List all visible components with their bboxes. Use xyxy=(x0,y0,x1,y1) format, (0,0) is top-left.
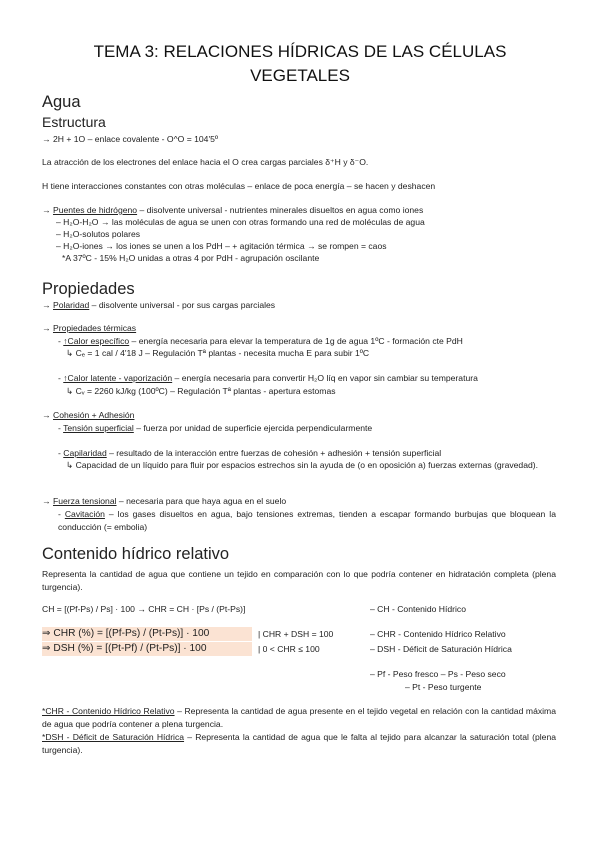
fuerza-tensional-description: – necesaria para que haya agua en el suelo xyxy=(116,496,287,506)
puentes-hidrogeno-line xyxy=(42,205,423,216)
dsh-definition-text: – Representa la cantidad de agua que le falta al tejido para alcanzar la saturación total (plena turgencia). xyxy=(42,732,557,755)
arrow: → xyxy=(42,205,53,215)
dash: - xyxy=(58,509,65,519)
puentes-sub-3: – H₂O-iones → los iones se unen a los PdH – + agitación térmica → se rompen = caos xyxy=(56,241,387,251)
calor-latente-description: – energía necesaria para convertir H₂O líq en vapor sin cambiar su temperatura xyxy=(172,373,478,383)
term-polaridad: Polaridad xyxy=(52,300,90,310)
arrow: → xyxy=(42,300,53,310)
arrow: → xyxy=(42,496,53,506)
puentes-sub-1: – H₂O-H₂O → las moléculas de agua se unen con otras formando una red de moléculas de agua xyxy=(56,217,425,227)
section-heading-agua: Agua xyxy=(42,93,81,111)
dash: - xyxy=(58,373,64,383)
capilaridad-sub: ↳ Capacidad de un líquido para fluir por espacios estrechos sin la ayuda de (o en oposición a) fuerzas externas (gravedad). xyxy=(66,460,539,470)
calor-especifico-description: – energía necesaria para elevar la temperatura de 1g de agua 1ºC - formación cte PdH xyxy=(129,336,463,346)
term-cavitacion: Cavitación xyxy=(64,509,105,519)
term-puentes-hidrogeno: Puentes de hidrógeno xyxy=(52,205,138,215)
capilaridad-description: – resultado de la interacción entre fuerzas de cohesión + adhesión + tensión superficial xyxy=(106,448,442,458)
puentes-description: – disolvente universal - nutrientes minerales disueltos en agua como iones xyxy=(137,205,424,215)
page-title-line2: VEGETALES xyxy=(250,66,350,85)
estructura-line-3: H tiene interacciones constantes con otras moléculas – enlace de poca energía – se hacen y deshacen xyxy=(42,181,436,191)
dash: - xyxy=(58,336,64,346)
calor-especifico-line xyxy=(58,336,463,347)
term-dsh: *DSH - Déficit de Saturación Hídrica xyxy=(42,732,185,742)
cavitacion-description: – los gases disueltos en agua, bajo tensiones extremas, tienden a escapar formando burbujas que bloquean la conducción (= embolia) xyxy=(58,509,556,532)
term-tension-superficial: Tensión superficial xyxy=(63,423,134,433)
dash: - xyxy=(58,423,64,433)
legend-dsh: – DSH - Déficit de Saturación Hídrica xyxy=(370,644,512,654)
section-heading-propiedades: Propiedades xyxy=(42,280,135,298)
arrow: → xyxy=(42,323,53,333)
definition-chr xyxy=(42,705,556,730)
term-capilaridad: Capilaridad xyxy=(63,448,107,458)
tension-superficial-description: – fuerza por unidad de superficie ejercida perpendicularmente xyxy=(133,423,373,433)
chr-definition-text: – Representa la cantidad de agua presente en el tejido vegetal en relación con la cantidad máxima de agua que podría contener a plena turgencia. xyxy=(42,706,556,729)
polaridad-description: – disolvente universal - por sus cargas parciales xyxy=(89,300,276,310)
formula-ch: CH = [(Pf-Ps) / Ps] · 100 → CHR = CH · [Ps / (Pt-Ps)] xyxy=(42,604,246,614)
definition-dsh xyxy=(42,731,556,756)
formula-dsh: ⇒ DSH (%) = [(Pt-Pf) / (Pt-Ps)] · 100 xyxy=(42,643,207,654)
estructura-line-2: La atracción de los electrones del enlace hacia el O crea cargas parciales δ⁺H y δ⁻O. xyxy=(42,157,369,167)
estructura-line-1: → 2H + 1O – enlace covalente - O^O = 104'5º xyxy=(42,134,219,144)
legend-ch: – CH - Contenido Hídrico xyxy=(370,604,467,614)
legend-chr: – CHR - Contenido Hídrico Relativo xyxy=(370,629,506,639)
polaridad-line xyxy=(42,300,275,311)
legend-pt: – Pt - Peso turgente xyxy=(405,682,482,692)
puentes-sub-4: *A 37ºC - 15% H₂O unidas a otras 4 por PdH - agrupación oscilante xyxy=(62,253,320,263)
term-calor-latente: ↑Calor latente - vaporización xyxy=(63,373,173,383)
legend-pf-ps: – Pf - Peso fresco – Ps - Peso seco xyxy=(370,669,506,679)
calor-latente-sub: ↳ Cᵥ = 2260 kJ/kg (100ºC) – Regulación Tª plantas - apertura estomas xyxy=(66,386,336,396)
propiedades-termicas-line xyxy=(42,323,136,334)
arrow: → xyxy=(42,410,53,420)
tension-superficial-line xyxy=(58,423,372,434)
subheading-estructura: Estructura xyxy=(42,114,106,130)
term-fuerza-tensional: Fuerza tensional xyxy=(52,496,117,506)
cohesion-adhesion-line xyxy=(42,410,134,421)
capilaridad-line xyxy=(58,448,441,459)
puentes-sub-2: – H₂O-solutos polares xyxy=(56,229,141,239)
relation-sum: | CHR + DSH = 100 xyxy=(258,629,334,639)
relation-range: | 0 < CHR ≤ 100 xyxy=(258,644,320,654)
term-cohesion-adhesion: Cohesión + Adhesión xyxy=(52,410,135,420)
calor-especifico-sub: ↳ Cₑ = 1 cal / 4'18 J – Regulación Tª plantas - necesita mucha E para subir 1ºC xyxy=(66,348,370,358)
page-title: TEMA 3: RELACIONES HÍDRICAS DE LAS CÉLULAS xyxy=(93,42,507,61)
term-calor-especifico: ↑Calor específico xyxy=(63,336,130,346)
calor-latente-line xyxy=(58,373,478,384)
cavitacion-line xyxy=(58,508,556,533)
chr-intro: Representa la cantidad de agua que contiene un tejido en comparación con lo que podría contener en hidratación completa (plena turgencia). xyxy=(42,569,556,592)
section-heading-chr: Contenido hídrico relativo xyxy=(42,545,230,563)
term-chr: *CHR - Contenido Hídrico Relativo xyxy=(42,706,175,716)
term-propiedades-termicas: Propiedades térmicas xyxy=(52,323,137,333)
fuerza-tensional-line xyxy=(42,496,286,507)
formula-chr: ⇒ CHR (%) = [(Pf-Ps) / (Pt-Ps)] · 100 xyxy=(42,628,210,639)
dash: - xyxy=(58,448,64,458)
